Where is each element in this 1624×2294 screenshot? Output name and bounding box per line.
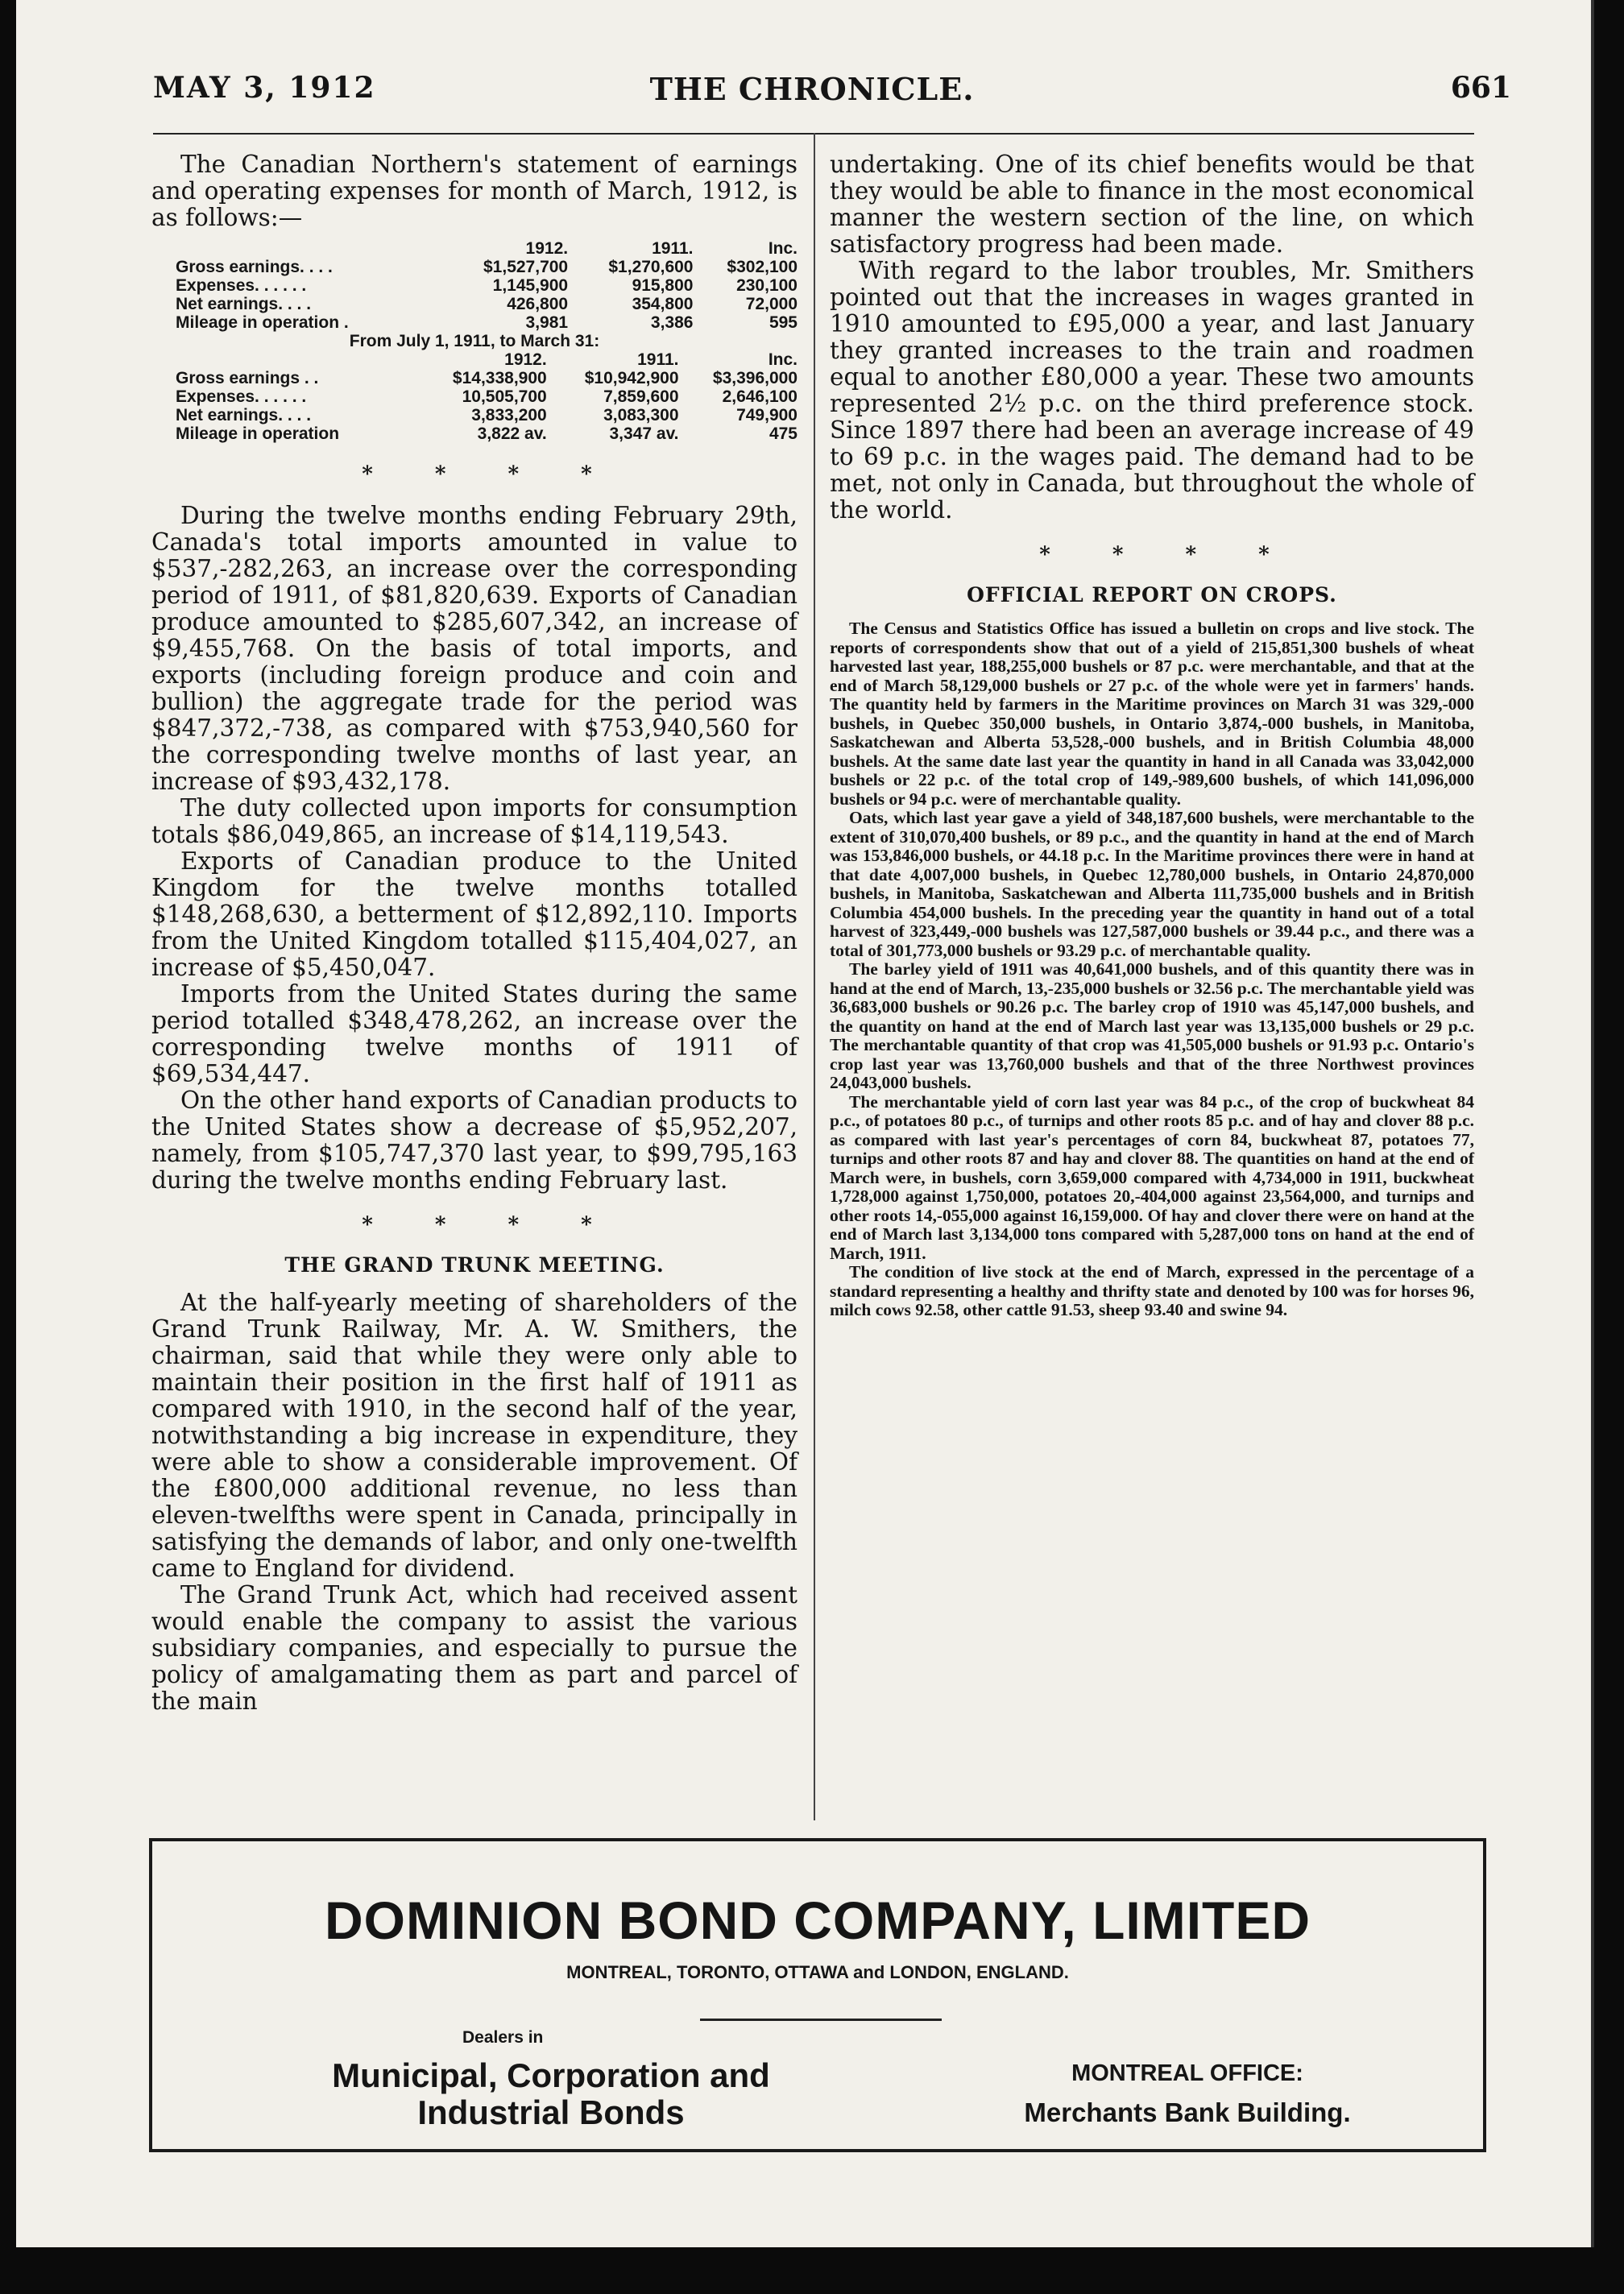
ad-office-label: MONTREAL OFFICE: (1071, 2060, 1303, 2086)
cell: 3,822 av. (477, 424, 547, 443)
col-header: Inc. (768, 239, 798, 258)
article-paragraph: Oats, which last year gave a yield of 348,187,600 bushels, were merchantable to the extent of 310,070,400 bushels, or 89 p.c., and the quantity in hand at the end of March was 153,846,000 bushels, or 44.18 p.c. In the Maritime provinces there were in hand at that date 4,007,000 bushels, in Quebec 12,780,000 bushels, in Ontario 24,870,000 bushels, in Manitoba, Saskatchewan and Alberta 111,735,000 bushels and in British Columbia 454,000 bushels. In the preceding year the quantity in hand out of a total harvest of 323,449,-000 bushels was 127,587,000 bushels or 39.44 p.c., and there was a total of 301,773,000 bushels or 93.29 p.c. of merchantable quality. (830, 808, 1474, 960)
ad-company-name: DOMINION BOND COMPANY, LIMITED (324, 1890, 1311, 1950)
grand-trunk-heading: THE GRAND TRUNK MEETING. (284, 1253, 665, 1277)
cell: $302,100 (727, 258, 798, 276)
row-label: Gross earnings . . (176, 369, 319, 387)
col-header: 1911. (637, 350, 679, 369)
row-label: Expenses. . . . . . (176, 387, 307, 406)
row-label: Net earnings. . . . (176, 406, 312, 424)
cell: 3,833,200 (471, 406, 547, 424)
cell: 10,505,700 (462, 387, 547, 406)
article-paragraph: On the other hand exports of Canadian products to the United States show a decrease of $5,952,207, namely, from $105,747,370 last year, to $99,795,163 during the twelve months ending February last. (151, 1087, 798, 1194)
table-row (151, 406, 798, 424)
ad-bonds-text (261, 2057, 841, 2131)
table-row (151, 276, 798, 295)
ad-cities: MONTREAL, TORONTO, OTTAWA and LONDON, ENGLAND. (566, 1962, 1069, 1982)
col-header: 1911. (652, 239, 694, 258)
ad-dealers-label: Dealers in (462, 2028, 544, 2047)
cell: 230,100 (736, 276, 798, 295)
row-label: Expenses. . . . . . (176, 276, 307, 295)
crops-heading: OFFICIAL REPORT ON CROPS. (967, 583, 1337, 607)
ad-divider (700, 2019, 942, 2021)
cell: 7,859,600 (603, 387, 679, 406)
col-header: 1912. (504, 350, 547, 369)
section-separator: * * * * (362, 462, 619, 487)
cell: 3,981 (525, 313, 569, 332)
article-paragraph: Exports of Canadian produce to the United Kingdom for the twelve months totalled $148,268,630, a betterment of $12,892,110. Imports from the United Kingdom totalled $115,404,027, an increase of $5,450,047. (151, 847, 798, 981)
col-header: 1912. (525, 239, 569, 258)
ad-office-address: Merchants Bank Building. (1024, 2097, 1351, 2127)
cell: $1,270,600 (608, 258, 694, 276)
cell: 72,000 (745, 295, 798, 313)
table-row (151, 369, 798, 387)
table-row (151, 258, 798, 276)
section-separator: * * * * (1039, 543, 1297, 567)
column-divider (814, 133, 815, 1820)
row-label: Mileage in operation . (176, 313, 349, 332)
article-paragraph: During the twelve months ending February 29th, Canada's total imports amounted in value to $537,-282,263, an increase over the corresponding period of 1911, of $81,820,639. Exports of Canadian produce amounted to $285,607,342, an increase of $9,455,768. On the basis of total imports, and exports (including foreign produce and coin and bullion) the aggregate trade for the period was $847,372,-738, as compared with $753,940,560 for the corresponding twelve months of last year, an increase of $93,432,178. (151, 502, 798, 795)
cell: 915,800 (632, 276, 694, 295)
period-label: From July 1, 1911, to March 31: (349, 332, 600, 350)
article-paragraph: At the half-yearly meeting of shareholders of the Grand Trunk Railway, Mr. A. W. Smithers, the chairman, said that while they were only able to maintain their position in the first half of 1911 as compared with 1910, in the second half of the year, notwithstanding a big increase in expenditure, they were able to show a considerable improvement. Of the £800,000 additional revenue, no less than eleven-twelfths were spent in Canada, principally in satisfying the demands of labor, and only one-twelfth came to England for dividend. (151, 1289, 798, 1582)
ad-bonds-line: Industrial Bonds (417, 2093, 685, 2131)
article-paragraph: With regard to the labor troubles, Mr. Smithers pointed out that the increases in wages granted in 1910 amounted to £95,000 a year, and last January they granted increases to the train and roadmen equal to another £80,000 a year. These two amounts represented 2½ p.c. on the third preference stock. Since 1897 there had been an average increase of 49 to 69 p.c. in the wages paid. The demand had to be met, not only in Canada, but throughout the whole of the world. (830, 257, 1474, 524)
right-column (830, 151, 1474, 1320)
cell: 3,083,300 (603, 406, 679, 424)
publication-title: THE CHRONICLE. (649, 71, 975, 107)
section-separator: * * * * (362, 1213, 619, 1237)
cell: 749,900 (736, 406, 798, 424)
table-row (151, 424, 798, 443)
cell: 3,386 (650, 313, 694, 332)
earnings-table-march (151, 239, 798, 332)
cell: 354,800 (632, 295, 694, 313)
article-paragraph: The merchantable yield of corn last year was 84 p.c., of the crop of buckwheat 84 p.c., of potatoes 80 p.c., of turnips and other roots 85 p.c. and of hay and clover 88 p.c. as compared with last year's percentages of corn 84, buckwheat 87, potatoes 77, turnips and other roots 87 and hay and clover 88. The quantities on hand at the end of March were, in bushels, corn 3,659,000 compared with 4,734,000 in 1911, buckwheat 1,728,000 against 1,750,000, potatoes 20,-404,000 against 23,564,000, and turnips and other roots 14,-055,000 against 16,159,000. Of hay and clover there were on hand at the end of March last 3,134,000 tons compared with 5,287,000 tons on hand at the end of March, 1911. (830, 1091, 1474, 1263)
cell: 2,646,100 (722, 387, 798, 406)
cell: 595 (768, 313, 798, 332)
cell: 475 (768, 424, 798, 443)
left-column (151, 151, 798, 1715)
cell: 1,145,900 (492, 276, 569, 295)
row-label: Mileage in operation (176, 424, 340, 443)
earnings-table-period (151, 350, 798, 443)
row-label: Net earnings. . . . (176, 295, 312, 313)
cell: $3,396,000 (712, 369, 798, 387)
earnings-header-row (151, 239, 798, 258)
cell: $10,942,900 (584, 369, 679, 387)
col-header: Inc. (768, 350, 798, 369)
table-row (151, 295, 798, 313)
advertisement-box (149, 1838, 1486, 2152)
article-paragraph: The Grand Trunk Act, which had received assent would enable the company to assist the various subsidiary companies, and especially to pursue the policy of amalgamating them as part and parcel of the main (151, 1581, 798, 1715)
table-row (151, 387, 798, 406)
cell: $14,338,900 (452, 369, 547, 387)
cell: 3,347 av. (609, 424, 679, 443)
article-paragraph: The duty collected upon imports for consumption totals $86,049,865, an increase of $14,119,543. (151, 794, 798, 848)
page-number: 661 (1450, 71, 1511, 105)
scan-border (0, 2247, 1624, 2294)
article-paragraph: undertaking. One of its chief benefits would be that they would be able to finance in the most economical manner the western section of the line, on which satisfactory progress had been made. (830, 151, 1474, 258)
table-row (151, 313, 798, 332)
article-paragraph: Imports from the United States during the same period totalled $348,478,262, an increase over the corresponding twelve months of 1911 of $69,534,447. (151, 980, 798, 1087)
row-label: Gross earnings. . . . (176, 258, 333, 276)
earnings-header-row (151, 350, 798, 369)
article-paragraph: The Census and Statistics Office has issued a bulletin on crops and live stock. The reports of correspondents show that out of a yield of 215,851,300 bushels of wheat harvested last year, 188,255,000 bushels or 87 p.c. were merchantable, and that at the end of March 58,129,000 bushels or 27 p.c. of the whole were yet in farmers' hands. The quantity held by farmers in the Maritime provinces on March 31 was 329,-000 bushels, in Quebec 350,000 bushels, in Ontario 3,874,-000 bushels, in Manitoba, Saskatchewan and Alberta 53,528,-000 bushels, and in British Columbia 48,000 bushels. At the same date last year the quantity in hand in all Canada was 33,042,000 bushels or 22 p.c. of the total crop of 149,-989,600 bushels, of which 141,096,000 bushels or 94 p.c. were of merchantable quality. (830, 619, 1474, 809)
cell: 426,800 (507, 295, 569, 313)
cell: $1,527,700 (483, 258, 569, 276)
article-paragraph: The barley yield of 1911 was 40,641,000 bushels, and of this quantity there was in hand at the end of March, 13,-235,000 bushels or 32.56 p.c. The merchantable yield was 36,683,000 bushels or 90.26 p.c. The barley crop of 1910 was 45,147,000 bushels, and the quantity on hand at the end of March last year was 13,135,000 bushels or 29 p.c. The merchantable quantity of that crop was 41,505,000 bushels or 91.93 p.c. Ontario's crop last year was 13,760,000 bushels and that of the three Northwest provinces 24,043,000 bushels. (830, 959, 1474, 1092)
ad-bonds-line: Municipal, Corporation and (332, 2056, 770, 2094)
issue-date: MAY 3, 1912 (153, 71, 376, 105)
article-paragraph: The condition of live stock at the end of March, expressed in the percentage of a standard representing a healthy and thrifty state and denoted by 100 was for horses 96, milch cows 92.58, other cattle 91.53, sheep 93.40 and swine 94. (830, 1262, 1474, 1319)
canadian-northern-intro: The Canadian Northern's statement of earnings and operating expenses for month of March, 1912, is as follows:— (151, 151, 798, 231)
